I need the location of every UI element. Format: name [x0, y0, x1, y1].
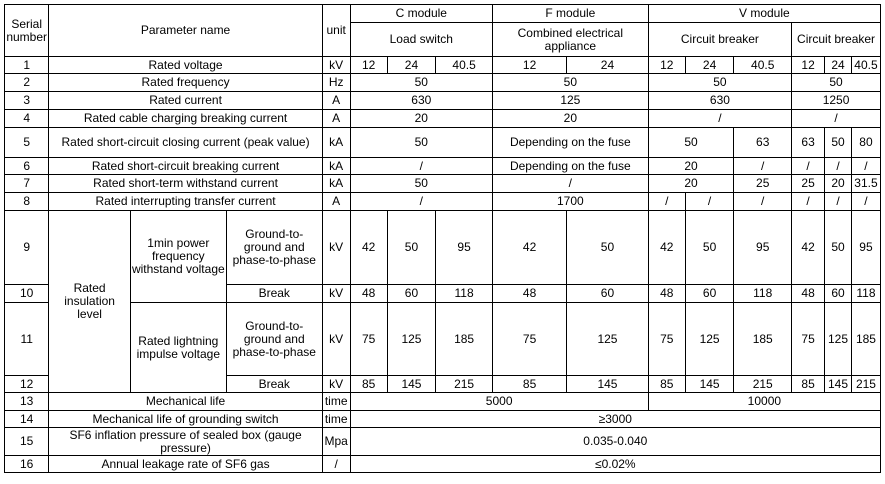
value-cell: /	[648, 110, 791, 128]
value-cell: /	[685, 193, 733, 211]
value-cell: 50	[387, 211, 435, 285]
row-number: 3	[5, 92, 49, 110]
param-unit: /	[322, 456, 350, 473]
value-cell: 215	[436, 376, 493, 393]
value-cell: 50	[648, 74, 791, 92]
row-number: 4	[5, 110, 49, 128]
value-cell: ≤0.02%	[350, 456, 880, 473]
row-number: 7	[5, 175, 49, 193]
value-cell: 118	[851, 285, 880, 303]
param-name: Annual leakage rate of SF6 gas	[49, 456, 322, 473]
value-cell: 1700	[492, 193, 648, 211]
value-cell: 75	[350, 303, 387, 376]
value-cell: 60	[685, 285, 733, 303]
value-cell: 85	[792, 376, 825, 393]
value-cell: 145	[567, 376, 648, 393]
value-cell: /	[350, 193, 492, 211]
param-unit: kA	[322, 128, 350, 158]
param-unit: A	[322, 110, 350, 128]
header-f-type: Combined electrical appliance	[492, 23, 648, 57]
value-cell: 185	[851, 303, 880, 376]
param-unit: kV	[322, 303, 350, 376]
row-number: 5	[5, 128, 49, 158]
value-cell: 20	[825, 175, 852, 193]
value-cell: /	[492, 175, 648, 193]
value-cell: 48	[792, 285, 825, 303]
header-unit: unit	[322, 5, 350, 57]
param-unit: A	[322, 193, 350, 211]
value-cell: 85	[350, 376, 387, 393]
param-unit: A	[322, 92, 350, 110]
value-cell: 185	[734, 303, 792, 376]
value-cell: 125	[685, 303, 733, 376]
param-name: Rated short-circuit breaking current	[49, 158, 322, 175]
param-unit: Hz	[322, 74, 350, 92]
header-parameter: Parameter name	[49, 5, 322, 57]
param-unit: kV	[322, 285, 350, 303]
value-cell: /	[350, 158, 492, 175]
value-cell: 24	[567, 57, 648, 74]
value-cell: 20	[648, 158, 734, 175]
value-cell: 630	[350, 92, 492, 110]
value-cell: 145	[387, 376, 435, 393]
rated-insulation-level-label: Rated insulation level	[49, 211, 130, 393]
value-cell: 125	[387, 303, 435, 376]
value-cell: 10000	[648, 393, 880, 411]
value-cell: 75	[492, 303, 566, 376]
value-cell: 24	[825, 57, 852, 74]
param-name: Rated interrupting transfer current	[49, 193, 322, 211]
param-unit: time	[322, 393, 350, 411]
row-number: 6	[5, 158, 49, 175]
value-cell: 50	[350, 128, 492, 158]
value-cell: 85	[492, 376, 566, 393]
param-name: Rated cable charging breaking current	[49, 110, 322, 128]
value-cell: 75	[792, 303, 825, 376]
value-cell: 630	[648, 92, 791, 110]
value-cell: 145	[825, 376, 852, 393]
header-v-module: V module	[648, 5, 880, 23]
value-cell: 60	[387, 285, 435, 303]
value-cell: 85	[648, 376, 685, 393]
value-cell: 50	[350, 74, 492, 92]
value-cell: 125	[825, 303, 852, 376]
value-cell: Depending on the fuse	[492, 158, 648, 175]
param-name: Rated short-term withstand current	[49, 175, 322, 193]
value-cell: 95	[851, 211, 880, 285]
insulation-kind: Ground-to-ground and phase-to-phase	[226, 303, 322, 376]
value-cell: 42	[792, 211, 825, 285]
value-cell: 48	[492, 285, 566, 303]
insulation-kind: Break	[226, 285, 322, 303]
value-cell: 50	[350, 175, 492, 193]
insulation-kind: Ground-to-ground and phase-to-phase	[226, 211, 322, 285]
value-cell: 215	[734, 376, 792, 393]
param-name: Mechanical life of grounding switch	[49, 411, 322, 428]
value-cell: /	[648, 193, 685, 211]
value-cell: 25	[734, 175, 792, 193]
header-c-module: C module	[350, 5, 492, 23]
value-cell: 12	[492, 57, 566, 74]
value-cell: 40.5	[851, 57, 880, 74]
value-cell: /	[734, 193, 792, 211]
value-cell: /	[851, 158, 880, 175]
value-cell: 95	[734, 211, 792, 285]
power-frequency-label: 1min power frequency withstand voltage	[130, 211, 226, 303]
value-cell: 185	[436, 303, 493, 376]
value-cell: /	[792, 158, 825, 175]
value-cell: 40.5	[734, 57, 792, 74]
value-cell: 118	[436, 285, 493, 303]
value-cell: 0.035-0.040	[350, 428, 880, 456]
value-cell: 50	[567, 211, 648, 285]
value-cell: 12	[350, 57, 387, 74]
header-v-type-1: Circuit breaker	[648, 23, 791, 57]
row-number: 1	[5, 57, 49, 74]
value-cell: 50	[648, 128, 734, 158]
value-cell: 63	[792, 128, 825, 158]
value-cell: 20	[648, 175, 734, 193]
row-number: 2	[5, 74, 49, 92]
row-number: 14	[5, 411, 49, 428]
insulation-kind: Break	[226, 376, 322, 393]
row-number: 8	[5, 193, 49, 211]
value-cell: 118	[734, 285, 792, 303]
row-number: 11	[5, 303, 49, 376]
value-cell: 31.5	[851, 175, 880, 193]
value-cell: 40.5	[436, 57, 493, 74]
row-number: 12	[5, 376, 49, 393]
value-cell: 125	[567, 303, 648, 376]
lightning-impulse-label: Rated lightning impulse voltage	[130, 303, 226, 393]
value-cell: 20	[350, 110, 492, 128]
value-cell: 42	[492, 211, 566, 285]
value-cell: /	[825, 158, 852, 175]
row-number: 9	[5, 211, 49, 285]
value-cell: 60	[567, 285, 648, 303]
value-cell: 48	[648, 285, 685, 303]
param-unit: time	[322, 411, 350, 428]
param-name: Rated short-circuit closing current (peak value)	[49, 128, 322, 158]
header-f-module: F module	[492, 5, 648, 23]
value-cell: 20	[492, 110, 648, 128]
row-number: 13	[5, 393, 49, 411]
param-name: Rated current	[49, 92, 322, 110]
value-cell: 25	[792, 175, 825, 193]
value-cell: /	[825, 193, 852, 211]
value-cell: 12	[792, 57, 825, 74]
value-cell: /	[734, 158, 792, 175]
param-name: SF6 inflation pressure of sealed box (gauge pressure)	[49, 428, 322, 456]
value-cell: 48	[350, 285, 387, 303]
param-unit: kV	[322, 57, 350, 74]
value-cell: 24	[387, 57, 435, 74]
value-cell: /	[792, 110, 881, 128]
param-unit: kV	[322, 376, 350, 393]
value-cell: 75	[648, 303, 685, 376]
value-cell: 80	[851, 128, 880, 158]
row-number: 10	[5, 285, 49, 303]
value-cell: 50	[825, 211, 852, 285]
value-cell: 95	[436, 211, 493, 285]
param-name: Mechanical life	[49, 393, 322, 411]
value-cell: 42	[350, 211, 387, 285]
row-number: 15	[5, 428, 49, 456]
header-c-type: Load switch	[350, 23, 492, 57]
value-cell: /	[792, 193, 825, 211]
value-cell: 60	[825, 285, 852, 303]
param-unit: kA	[322, 175, 350, 193]
param-name: Rated voltage	[49, 57, 322, 74]
value-cell: 5000	[350, 393, 648, 411]
row-number: 16	[5, 456, 49, 473]
header-v-type-2: Circuit breaker	[792, 23, 881, 57]
value-cell: 12	[648, 57, 685, 74]
param-unit: Mpa	[322, 428, 350, 456]
value-cell: 125	[492, 92, 648, 110]
value-cell: 1250	[792, 92, 881, 110]
param-name: Rated frequency	[49, 74, 322, 92]
value-cell: 50	[685, 211, 733, 285]
value-cell: Depending on the fuse	[492, 128, 648, 158]
value-cell: 24	[685, 57, 733, 74]
value-cell: 215	[851, 376, 880, 393]
value-cell: 63	[734, 128, 792, 158]
value-cell: 50	[825, 128, 852, 158]
value-cell: ≥3000	[350, 411, 880, 428]
value-cell: /	[851, 193, 880, 211]
param-unit: kV	[322, 211, 350, 285]
spec-table	[4, 4, 881, 473]
value-cell: 50	[792, 74, 881, 92]
value-cell: 42	[648, 211, 685, 285]
header-serial: Serial number	[5, 5, 49, 57]
param-unit: kA	[322, 158, 350, 175]
value-cell: 145	[685, 376, 733, 393]
value-cell: 50	[492, 74, 648, 92]
